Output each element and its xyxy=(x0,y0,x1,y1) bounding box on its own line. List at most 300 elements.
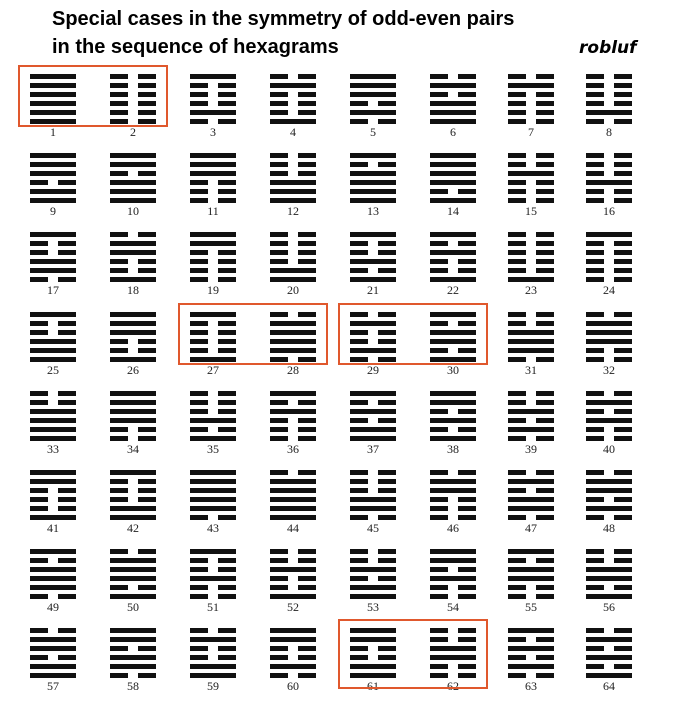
yang-line xyxy=(270,628,316,633)
yin-line xyxy=(586,497,632,502)
yin-line xyxy=(110,348,156,353)
yin-line xyxy=(110,427,156,432)
yang-line xyxy=(586,479,632,484)
yang-line xyxy=(508,348,554,353)
yang-line xyxy=(110,357,156,362)
hexagram-49 xyxy=(30,549,76,598)
hexagram-number-26: 26 xyxy=(127,363,139,377)
author-signature: robluf xyxy=(579,38,637,58)
yin-line xyxy=(30,506,76,511)
hexagram-59 xyxy=(190,628,236,677)
yang-line xyxy=(270,637,316,642)
yin-line xyxy=(508,110,554,115)
yin-line xyxy=(586,391,632,396)
yang-line xyxy=(190,241,236,246)
yin-line xyxy=(190,594,236,599)
yin-line xyxy=(508,74,554,79)
yang-line xyxy=(270,664,316,669)
yin-line xyxy=(30,497,76,502)
yang-line xyxy=(508,330,554,335)
yang-line xyxy=(30,232,76,237)
yang-line xyxy=(508,409,554,414)
yang-line xyxy=(508,479,554,484)
hexagram-13 xyxy=(350,153,396,202)
yang-line xyxy=(430,436,476,441)
hexagram-51 xyxy=(190,549,236,598)
hexagram-number-52: 52 xyxy=(287,600,299,614)
yin-line xyxy=(190,646,236,651)
yin-line xyxy=(430,92,476,97)
yang-line xyxy=(190,497,236,502)
yin-line xyxy=(190,92,236,97)
yang-line xyxy=(430,558,476,563)
yang-line xyxy=(270,83,316,88)
yang-line xyxy=(110,576,156,581)
yin-line xyxy=(350,488,396,493)
yin-line xyxy=(190,567,236,572)
yang-line xyxy=(110,153,156,158)
yin-line xyxy=(350,549,396,554)
yang-line xyxy=(30,198,76,203)
yin-line xyxy=(110,259,156,264)
yin-line xyxy=(350,241,396,246)
hexagram-number-24: 24 xyxy=(603,283,615,297)
yin-line xyxy=(508,312,554,317)
yin-line xyxy=(110,673,156,678)
yin-line xyxy=(508,418,554,423)
yang-line xyxy=(350,83,396,88)
yin-line xyxy=(270,673,316,678)
yin-line xyxy=(270,92,316,97)
yin-line xyxy=(190,101,236,106)
yang-line xyxy=(586,673,632,678)
yin-line xyxy=(586,153,632,158)
yang-line xyxy=(430,171,476,176)
yang-line xyxy=(508,646,554,651)
yang-line xyxy=(30,339,76,344)
yang-line xyxy=(350,391,396,396)
yin-line xyxy=(110,549,156,554)
yin-line xyxy=(190,400,236,405)
yin-line xyxy=(508,558,554,563)
yang-line xyxy=(586,321,632,326)
yin-line xyxy=(110,646,156,651)
yin-line xyxy=(350,119,396,124)
yang-line xyxy=(350,232,396,237)
hexagram-number-64: 64 xyxy=(603,679,615,693)
yang-line xyxy=(270,506,316,511)
highlight-frame-61-62 xyxy=(338,619,488,689)
hexagram-number-53: 53 xyxy=(367,600,379,614)
yang-line xyxy=(110,628,156,633)
yin-line xyxy=(430,585,476,590)
hexagram-number-43: 43 xyxy=(207,521,219,535)
yang-line xyxy=(30,418,76,423)
yin-line xyxy=(586,189,632,194)
yang-line xyxy=(190,171,236,176)
yang-line xyxy=(110,162,156,167)
yang-line xyxy=(508,83,554,88)
yin-line xyxy=(190,628,236,633)
hexagram-35 xyxy=(190,391,236,440)
yang-line xyxy=(110,515,156,520)
hexagram-number-6: 6 xyxy=(450,125,456,139)
yang-line xyxy=(430,576,476,581)
yin-line xyxy=(270,232,316,237)
yin-line xyxy=(350,515,396,520)
hexagram-number-21: 21 xyxy=(367,283,379,297)
yin-line xyxy=(350,479,396,484)
yin-line xyxy=(586,83,632,88)
hexagram-number-46: 46 xyxy=(447,521,459,535)
hexagram-number-12: 12 xyxy=(287,204,299,218)
hexagram-3 xyxy=(190,74,236,123)
yang-line xyxy=(350,585,396,590)
hexagram-number-15: 15 xyxy=(525,204,537,218)
yang-line xyxy=(110,277,156,282)
hexagram-number-32: 32 xyxy=(603,363,615,377)
hexagram-52 xyxy=(270,549,316,598)
yin-line xyxy=(350,101,396,106)
hexagram-number-27: 27 xyxy=(207,363,219,377)
yin-line xyxy=(430,259,476,264)
hexagram-43 xyxy=(190,470,236,519)
hexagram-47 xyxy=(508,470,554,519)
hexagram-17 xyxy=(30,232,76,281)
hexagram-number-5: 5 xyxy=(370,125,376,139)
yin-line xyxy=(430,470,476,475)
yang-line xyxy=(270,479,316,484)
yin-line xyxy=(586,250,632,255)
hexagram-number-44: 44 xyxy=(287,521,299,535)
yang-line xyxy=(508,664,554,669)
hexagram-number-60: 60 xyxy=(287,679,299,693)
yang-line xyxy=(586,637,632,642)
yin-line xyxy=(270,153,316,158)
yin-line xyxy=(508,198,554,203)
yang-line xyxy=(586,110,632,115)
yang-line xyxy=(430,83,476,88)
yang-line xyxy=(350,409,396,414)
hexagram-10 xyxy=(110,153,156,202)
hexagram-number-29: 29 xyxy=(367,363,379,377)
yin-line xyxy=(430,241,476,246)
yin-line xyxy=(508,119,554,124)
yin-line xyxy=(430,594,476,599)
hexagram-18 xyxy=(110,232,156,281)
yang-line xyxy=(110,180,156,185)
yang-line xyxy=(30,646,76,651)
yin-line xyxy=(110,436,156,441)
highlight-frame-29-30 xyxy=(338,303,488,365)
yang-line xyxy=(350,180,396,185)
hexagram-number-51: 51 xyxy=(207,600,219,614)
hexagram-number-37: 37 xyxy=(367,442,379,456)
yang-line xyxy=(110,567,156,572)
yang-line xyxy=(270,497,316,502)
yang-line xyxy=(110,250,156,255)
yin-line xyxy=(430,515,476,520)
yang-line xyxy=(110,655,156,660)
yin-line xyxy=(190,515,236,520)
yin-line xyxy=(270,436,316,441)
yin-line xyxy=(430,567,476,572)
yin-line xyxy=(508,268,554,273)
yin-line xyxy=(508,391,554,396)
yin-line xyxy=(30,628,76,633)
yin-line xyxy=(508,488,554,493)
hexagram-45 xyxy=(350,470,396,519)
yang-line xyxy=(430,250,476,255)
yang-line xyxy=(270,391,316,396)
yin-line xyxy=(586,171,632,176)
yin-line xyxy=(586,198,632,203)
hexagram-32 xyxy=(586,312,632,361)
yang-line xyxy=(270,409,316,414)
hexagram-15 xyxy=(508,153,554,202)
hexagram-number-22: 22 xyxy=(447,283,459,297)
yin-line xyxy=(508,189,554,194)
yin-line xyxy=(508,594,554,599)
yang-line xyxy=(30,268,76,273)
yang-line xyxy=(110,409,156,414)
yang-line xyxy=(190,664,236,669)
yin-line xyxy=(110,339,156,344)
yin-line xyxy=(586,312,632,317)
hexagram-number-54: 54 xyxy=(447,600,459,614)
yin-line xyxy=(586,470,632,475)
yin-line xyxy=(508,637,554,642)
yang-line xyxy=(30,576,76,581)
yang-line xyxy=(190,576,236,581)
yang-line xyxy=(430,101,476,106)
yin-line xyxy=(190,409,236,414)
yang-line xyxy=(270,515,316,520)
yang-line xyxy=(350,277,396,282)
yang-line xyxy=(110,391,156,396)
yang-line xyxy=(30,312,76,317)
yin-line xyxy=(270,646,316,651)
yang-line xyxy=(508,427,554,432)
yang-line xyxy=(190,436,236,441)
yin-line xyxy=(270,74,316,79)
yin-line xyxy=(586,357,632,362)
yang-line xyxy=(586,232,632,237)
yin-line xyxy=(508,250,554,255)
yang-line xyxy=(350,594,396,599)
hexagram-37 xyxy=(350,391,396,440)
hexagram-number-30: 30 xyxy=(447,363,459,377)
hexagram-number-23: 23 xyxy=(525,283,537,297)
hexagram-34 xyxy=(110,391,156,440)
yin-line xyxy=(110,585,156,590)
hexagram-16 xyxy=(586,153,632,202)
hexagram-64 xyxy=(586,628,632,677)
hexagram-number-35: 35 xyxy=(207,442,219,456)
yin-line xyxy=(350,418,396,423)
yang-line xyxy=(30,409,76,414)
yin-line xyxy=(508,259,554,264)
yin-line xyxy=(508,101,554,106)
hexagram-56 xyxy=(586,549,632,598)
yin-line xyxy=(190,427,236,432)
yang-line xyxy=(350,74,396,79)
yin-line xyxy=(586,268,632,273)
yin-line xyxy=(430,268,476,273)
hexagram-number-9: 9 xyxy=(50,204,56,218)
yang-line xyxy=(430,153,476,158)
yang-line xyxy=(110,330,156,335)
yin-line xyxy=(350,268,396,273)
hexagram-44 xyxy=(270,470,316,519)
hexagram-number-47: 47 xyxy=(525,521,537,535)
highlight-frame-27-28 xyxy=(178,303,328,365)
hexagram-number-25: 25 xyxy=(47,363,59,377)
yin-line xyxy=(586,646,632,651)
yang-line xyxy=(586,594,632,599)
yang-line xyxy=(30,436,76,441)
yin-line xyxy=(586,101,632,106)
yang-line xyxy=(350,171,396,176)
hexagram-9 xyxy=(30,153,76,202)
hexagram-48 xyxy=(586,470,632,519)
yang-line xyxy=(110,241,156,246)
yin-line xyxy=(350,400,396,405)
yang-line xyxy=(350,153,396,158)
yang-line xyxy=(508,576,554,581)
hexagram-50 xyxy=(110,549,156,598)
hexagram-number-45: 45 xyxy=(367,521,379,535)
hexagram-24 xyxy=(586,232,632,281)
hexagram-number-17: 17 xyxy=(47,283,59,297)
yin-line xyxy=(508,321,554,326)
yin-line xyxy=(270,171,316,176)
yin-line xyxy=(110,479,156,484)
yang-line xyxy=(110,312,156,317)
hexagram-number-50: 50 xyxy=(127,600,139,614)
yang-line xyxy=(350,92,396,97)
yang-line xyxy=(430,488,476,493)
yin-line xyxy=(508,232,554,237)
yang-line xyxy=(350,497,396,502)
yin-line xyxy=(270,418,316,423)
hexagram-number-62: 62 xyxy=(447,679,459,693)
yang-line xyxy=(270,277,316,282)
yin-line xyxy=(270,250,316,255)
yang-line xyxy=(110,418,156,423)
yin-line xyxy=(190,180,236,185)
yang-line xyxy=(350,198,396,203)
yang-line xyxy=(430,119,476,124)
yang-line xyxy=(586,655,632,660)
yin-line xyxy=(190,585,236,590)
hexagram-26 xyxy=(110,312,156,361)
hexagram-58 xyxy=(110,628,156,677)
hexagram-number-16: 16 xyxy=(603,204,615,218)
yin-line xyxy=(270,655,316,660)
yang-line xyxy=(508,549,554,554)
yang-line xyxy=(430,400,476,405)
yang-line xyxy=(508,277,554,282)
yin-line xyxy=(190,119,236,124)
yang-line xyxy=(110,664,156,669)
yang-line xyxy=(430,277,476,282)
hexagram-40 xyxy=(586,391,632,440)
yin-line xyxy=(586,277,632,282)
hexagram-number-28: 28 xyxy=(287,363,299,377)
yang-line xyxy=(586,180,632,185)
hexagram-number-14: 14 xyxy=(447,204,459,218)
hexagram-55 xyxy=(508,549,554,598)
yin-line xyxy=(110,497,156,502)
yang-line xyxy=(30,637,76,642)
yin-line xyxy=(508,585,554,590)
yin-line xyxy=(430,506,476,511)
yin-line xyxy=(586,585,632,590)
hexagram-33 xyxy=(30,391,76,440)
yang-line xyxy=(430,391,476,396)
yang-line xyxy=(30,189,76,194)
yin-line xyxy=(30,558,76,563)
hexagram-number-59: 59 xyxy=(207,679,219,693)
yang-line xyxy=(190,153,236,158)
hexagram-number-7: 7 xyxy=(528,125,534,139)
yang-line xyxy=(30,153,76,158)
yang-line xyxy=(508,628,554,633)
yang-line xyxy=(586,488,632,493)
yang-line xyxy=(430,180,476,185)
hexagram-number-10: 10 xyxy=(127,204,139,218)
yang-line xyxy=(270,119,316,124)
yin-line xyxy=(190,83,236,88)
yin-line xyxy=(586,436,632,441)
hexagram-number-8: 8 xyxy=(606,125,612,139)
yang-line xyxy=(30,515,76,520)
yang-line xyxy=(430,110,476,115)
yin-line xyxy=(586,427,632,432)
yin-line xyxy=(430,74,476,79)
yang-line xyxy=(430,198,476,203)
yin-line xyxy=(586,549,632,554)
hexagram-12 xyxy=(270,153,316,202)
hexagram-number-38: 38 xyxy=(447,442,459,456)
yin-line xyxy=(586,241,632,246)
hexagram-53 xyxy=(350,549,396,598)
yin-line xyxy=(270,576,316,581)
yang-line xyxy=(190,232,236,237)
yang-line xyxy=(508,497,554,502)
yang-line xyxy=(270,567,316,572)
yin-line xyxy=(110,232,156,237)
yang-line xyxy=(30,427,76,432)
yin-line xyxy=(30,241,76,246)
yang-line xyxy=(30,348,76,353)
hexagram-number-63: 63 xyxy=(525,679,537,693)
yin-line xyxy=(190,655,236,660)
yin-line xyxy=(190,259,236,264)
yang-line xyxy=(270,268,316,273)
yin-line xyxy=(508,655,554,660)
yang-line xyxy=(430,549,476,554)
yang-line xyxy=(508,506,554,511)
hexagram-number-18: 18 xyxy=(127,283,139,297)
yin-line xyxy=(586,348,632,353)
yang-line xyxy=(30,479,76,484)
yang-line xyxy=(110,506,156,511)
yang-line xyxy=(350,110,396,115)
yin-line xyxy=(508,92,554,97)
yin-line xyxy=(190,198,236,203)
